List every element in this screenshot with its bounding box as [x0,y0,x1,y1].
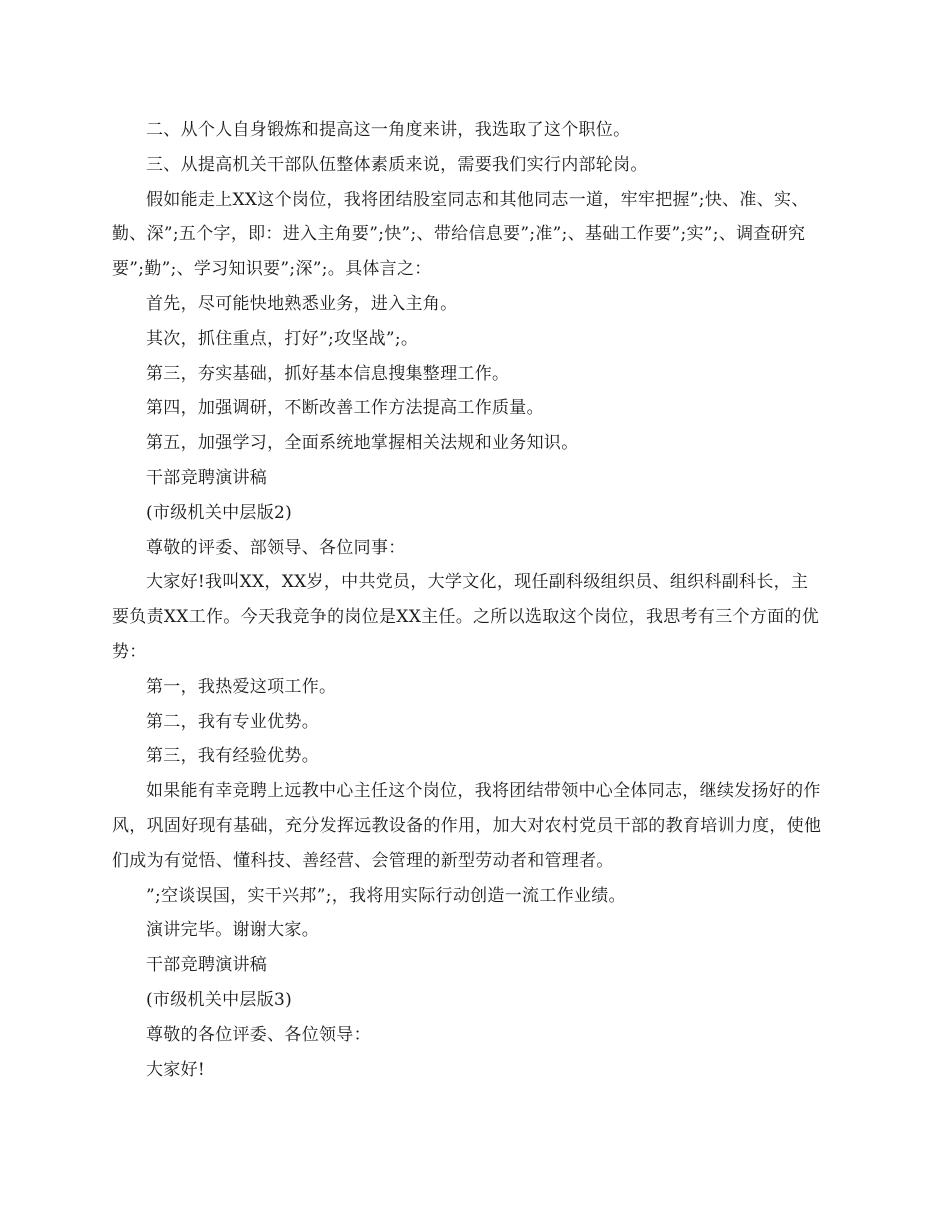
body-paragraph: 第三，夯实基础，抓好基本信息搜集整理工作。 [146,363,510,384]
body-paragraph: 第一，我热爱这项工作。 [146,676,337,697]
body-paragraph: 第四，加强调研，不断改善工作方法提高工作质量。 [146,398,544,419]
section-subtitle: (市级机关中层版2) [146,502,293,523]
body-paragraph: 首先，尽可能快地熟悉业务，进入主角。 [146,293,458,314]
salutation: 尊敬的评委、部领导、各位同事： [146,537,406,558]
section-title: 干部竞聘演讲稿 [146,955,268,976]
body-paragraph: 如果能有幸竞聘上远教中心主任这个岗位，我将团结带领中心全体同志，继续发扬好的作风，巩固好现有基础，充分发挥远教设备的作用，加大对农村党员干部的教育培训力度，使他们成为有觉悟、懂科技、善经营、会管理的新型劳动者和管理者。 [112,781,822,871]
section-subtitle: (市级机关中层版3) [146,989,293,1010]
body-paragraph: ”;空谈误国，实干兴邦”;，我将用实际行动创造一流工作业绩。 [146,885,626,906]
body-paragraph: 其次，抓住重点，打好”;攻坚战”;。 [146,328,419,349]
body-paragraph: 演讲完毕。谢谢大家。 [146,920,319,941]
body-paragraph: 假如能走上XX这个岗位，我将团结股室同志和其他同志一道，牢牢把握”;快、准、实、勤、深”;五个字，即：进入主角要”;快”;、带给信息要”;准”;、基础工作要”;实”;、调查研究要”;勤”;、学习知识要”;深”;。具体言之： [112,189,809,280]
body-paragraph: 三、从提高机关干部队伍整体素质来说，需要我们实行内部轮岗。 [146,154,648,175]
body-paragraph: 第五，加强学习，全面系统地掌握相关法规和业务知识。 [146,433,579,454]
document-body [112,113,824,1087]
body-paragraph: 大家好!我叫XX，XX岁，中共党员，大学文化，现任副科级组织员、组织科副科长，主要负责XX工作。今天我竞争的岗位是XX主任。之所以选取这个岗位，我思考有三个方面的优势： [112,572,820,662]
section-title: 干部竞聘演讲稿 [146,467,268,488]
body-paragraph: 第二，我有专业优势。 [146,711,319,732]
greeting: 大家好! [146,1059,206,1080]
body-paragraph: 第三，我有经验优势。 [146,746,319,767]
salutation: 尊敬的各位评委、各位领导： [146,1024,371,1045]
body-paragraph: 二、从个人自身锻炼和提高这一角度来讲，我选取了这个职位。 [146,120,631,140]
